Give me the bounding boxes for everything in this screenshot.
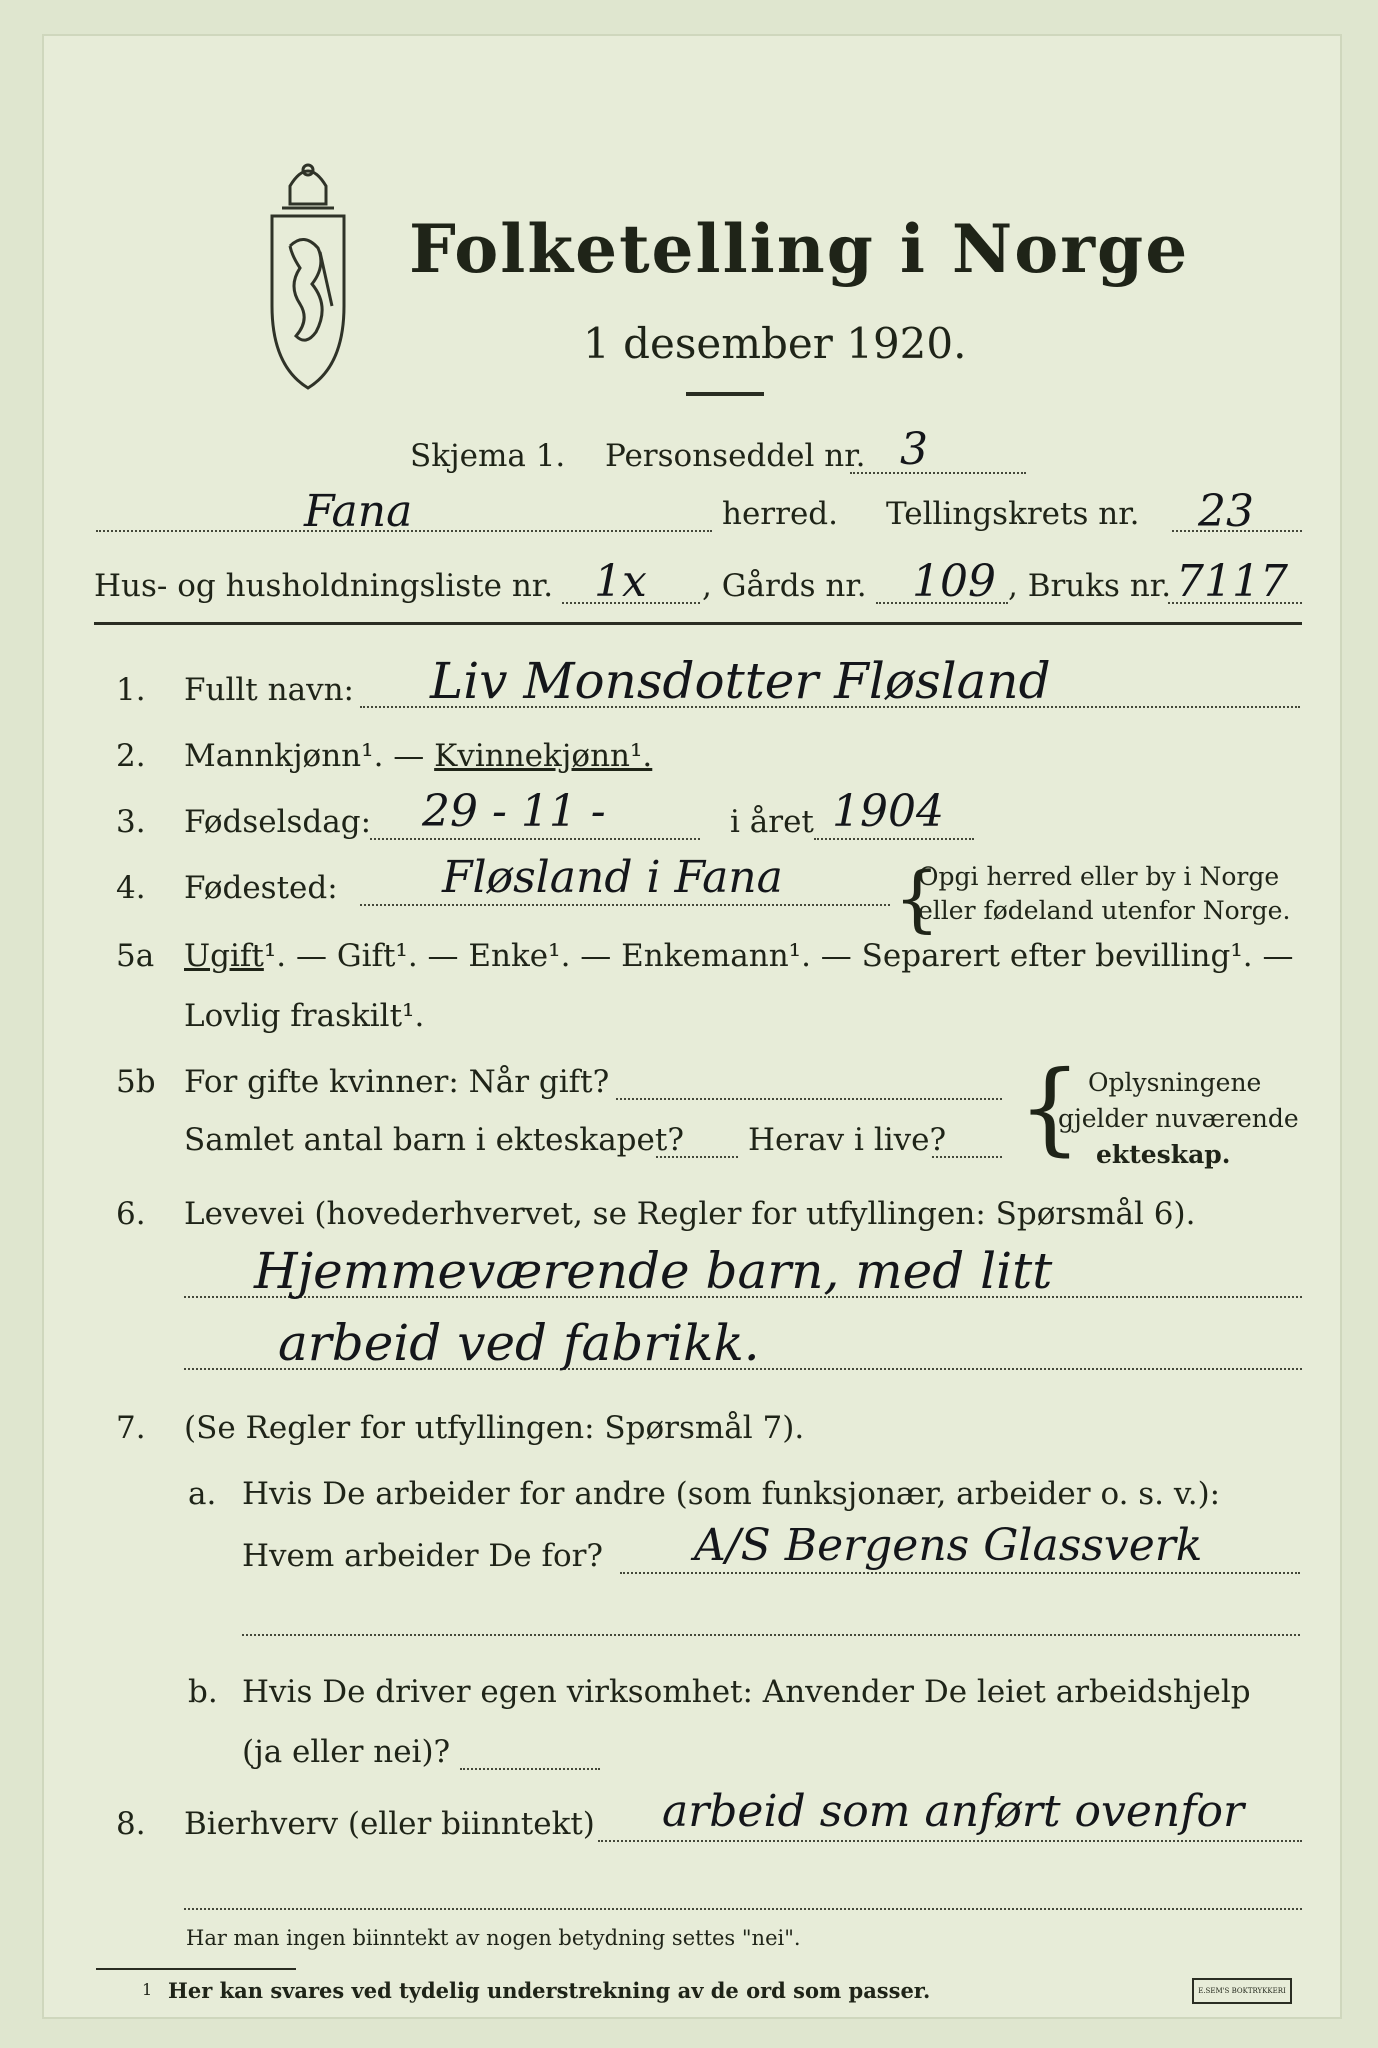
husliste-value[interactable]: 1x — [594, 556, 647, 607]
marital-status-field[interactable]: Ugift¹. — Gift¹. — Enke¹. — Enkemann¹. — Separert efter bevilling¹. — — [184, 938, 1294, 974]
gender-field[interactable]: Mannkjønn¹. — Kvinnekjønn¹. — [184, 738, 653, 774]
birthdate-value[interactable]: 29 - 11 - — [422, 786, 606, 837]
own-business-question: Hvis De driver egen virksomhet: Anvender De leiet arbeidshjelp — [242, 1674, 1251, 1710]
occupation-value-1[interactable]: Hjemmeværende barn, med litt — [254, 1242, 1053, 1300]
q7-label: (Se Regler for utfyllingen: Spørsmål 7). — [184, 1410, 805, 1446]
tellingskrets-label: Tellingskrets nr. — [886, 496, 1140, 532]
full-name-label: Fullt navn: — [184, 672, 354, 708]
footnote: Her kan svares ved tydelig understrekning av de ord som passer. — [168, 1978, 931, 2003]
employer-question: Hvis De arbeider for andre (som funksjonær, arbeider o. s. v.): — [242, 1476, 1221, 1512]
gards-value[interactable]: 109 — [912, 556, 996, 607]
birthplace-value[interactable]: Fløsland i Fana — [442, 852, 783, 903]
personseddel-label: Personseddel nr. — [605, 438, 866, 474]
marital-status-line2: Lovlig fraskilt¹. — [184, 998, 425, 1034]
gards-label: , Gårds nr. — [702, 568, 867, 604]
employer-value[interactable]: A/S Bergens Glassverk — [694, 1520, 1203, 1571]
herred-label: herred. — [722, 496, 838, 532]
census-form: Folketelling i Norge 1 desember 1920. Skjema 1. Personseddel nr. 3 Fana herred. Tellingskrets nr. 23 Hus- og husholdningsliste nr. 1x , Gårds nr. 109 , Bruks nr. 7117 1. Fullt navn: Liv Monsdotter Fløsland 2. Mannkjønn¹. — Kvinnekjønn¹. 3. Fødselsdag: 29 - 11 - i året 1904 4. Fødested: Fløsland i Fana { Opgi herred eller by i Norge eller fødeland utenfor Norge. 5a Ugift¹. — Gift¹. — Enke¹. — Enkemann¹. — Separert efter bevilling¹. — Lovlig fraskilt¹. 5b For gifte kvinner: Når gift? Samlet antal barn i ekteskapet? Herav i live? { Oplysningene gjelder nuværende ekteskap. 6. Levevei (hovederhvervet, se Regler for utfyllingen: Spørsmål 6). Hjemmeværende barn, med litt arbeid ved fabrikk. 7. (Se Regler for utfyllingen: Spørsmål 7). a. Hvis De arbeider for andre (som funksjonær, arbeider o. s. v.): Hvem arbeider De for? A/S Bergens Glassverk b. Hvis De driver egen virksomhet: Anvender De leiet arbeidshjelp (ja eller nei)? 8. Bierhverv (eller biinntekt) arbeid som anført ovenfor Har man ingen biinntekt av nogen betydning settes "nei". 1 Her kan svares ved tydelig understrekning av de ord som passer. E.SEM'S BOKTRYKKERI — [42, 34, 1342, 2019]
tellingskrets-value[interactable]: 23 — [1198, 486, 1254, 537]
form-title: Folketelling i Norge — [409, 210, 1190, 288]
personseddel-value[interactable]: 3 — [900, 424, 928, 475]
employer-label: Hvem arbeider De for? — [242, 1538, 604, 1574]
skjema-label: Skjema 1. — [410, 438, 566, 474]
title-divider — [686, 392, 764, 396]
birthplace-brace: { — [894, 856, 940, 940]
occupation-label: Levevei (hovederhvervet, se Regler for utfyllingen: Spørsmål 6). — [184, 1196, 1196, 1232]
birth-year-value[interactable]: 1904 — [832, 786, 944, 837]
herred-value[interactable]: Fana — [304, 486, 413, 537]
side-income-label: Bierhverv (eller biinntekt) — [184, 1806, 595, 1842]
header-rule — [94, 622, 1302, 625]
printer-stamp: E.SEM'S BOKTRYKKERI — [1192, 1978, 1292, 2004]
married-when-label: For gifte kvinner: Når gift? — [184, 1064, 610, 1100]
coat-of-arms-icon — [260, 156, 356, 392]
children-count-label: Samlet antal barn i ekteskapet? — [184, 1122, 684, 1158]
form-date: 1 desember 1920. — [583, 319, 967, 368]
biinntekt-note: Har man ingen biinntekt av nogen betydning settes "nei". — [186, 1926, 801, 1950]
marriage-brace: { — [1018, 1049, 1082, 1166]
side-income-value[interactable]: arbeid som anført ovenfor — [662, 1786, 1245, 1837]
hired-help-label: (ja eller nei)? — [242, 1734, 451, 1770]
birth-year-label: i året — [730, 804, 814, 840]
full-name-value[interactable]: Liv Monsdotter Fløsland — [430, 652, 1051, 710]
children-alive-label: Herav i live? — [748, 1122, 947, 1158]
birthplace-label: Fødested: — [184, 870, 338, 906]
bruks-value[interactable]: 7117 — [1176, 556, 1288, 607]
husliste-label: Hus- og husholdningsliste nr. — [94, 568, 554, 604]
birthdate-label: Fødselsdag: — [184, 804, 372, 840]
occupation-value-2[interactable]: arbeid ved fabrikk. — [278, 1314, 760, 1372]
bruks-label: , Bruks nr. — [1008, 568, 1172, 604]
